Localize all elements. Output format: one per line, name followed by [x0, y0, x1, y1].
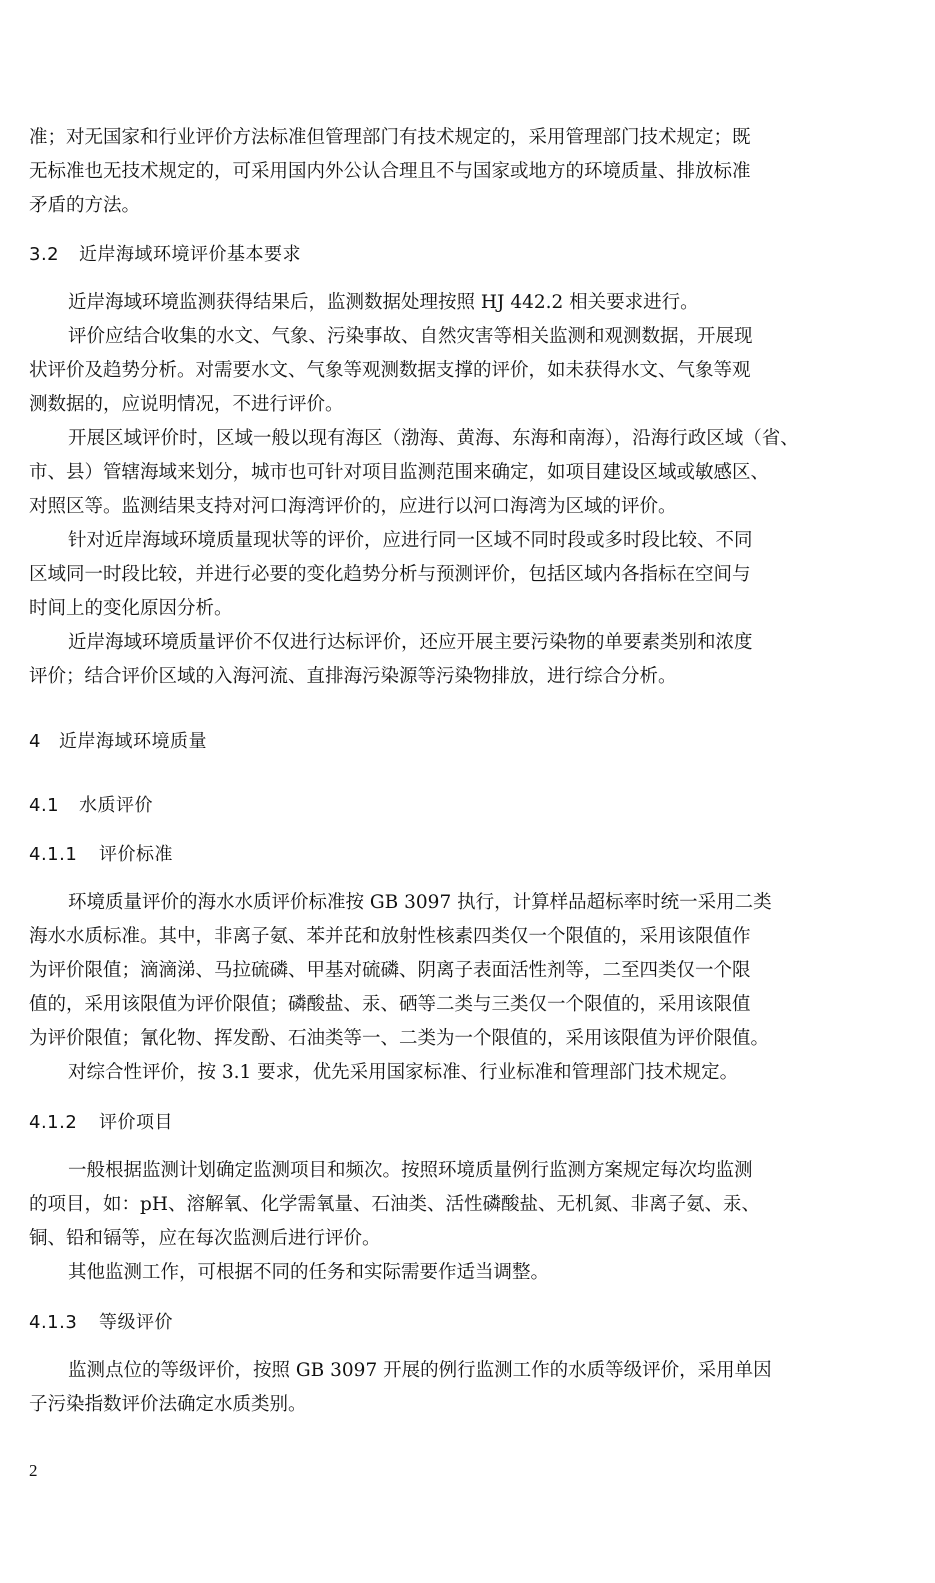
section-number: 4.1 — [29, 795, 60, 816]
paragraph-line: 状评价及趋势分析。对需要水文、气象等观测数据支撑的评价，如未获得水文、气象等观 — [29, 360, 751, 381]
paragraph-line: 评价应结合收集的水文、气象、污染事故、自然灾害等相关监测和观测数据，开展现 — [68, 326, 753, 347]
section-title: 水质评价 — [79, 795, 153, 816]
section-number: 4.1.3 — [29, 1312, 78, 1333]
paragraph-line: 准；对无国家和行业评价方法标准但管理部门有技术规定的，采用管理部门技术规定；既 — [29, 127, 751, 148]
section-title: 等级评价 — [99, 1312, 173, 1333]
section-title: 近岸海域环境质量 — [59, 731, 207, 752]
section-heading-4 — [29, 730, 207, 754]
section-title: 评价标准 — [99, 844, 173, 865]
paragraph-line: 对照区等。监测结果支持对河口海湾评价的，应进行以河口海湾为区域的评价。 — [29, 496, 677, 517]
paragraph-line: 时间上的变化原因分析。 — [29, 598, 233, 619]
paragraph-line: 的项目，如：pH、溶解氧、化学需氧量、石油类、活性磷酸盐、无机氮、非离子氨、汞、 — [29, 1194, 760, 1215]
paragraph-line: 近岸海域环境监测获得结果后，监测数据处理按照 HJ 442.2 相关要求进行。 — [68, 292, 699, 313]
page-number: 2 — [29, 1461, 38, 1480]
paragraph-line: 区域同一时段比较，并进行必要的变化趋势分析与预测评价，包括区域内各指标在空间与 — [29, 564, 751, 585]
paragraph-line: 环境质量评价的海水水质评价标准按 GB 3097 执行，计算样品超标率时统一采用二类 — [68, 892, 772, 913]
section-number: 4 — [29, 731, 41, 752]
paragraph-line: 无标准也无技术规定的，可采用国内外公认合理且不与国家或地方的环境质量、排放标准 — [29, 161, 751, 182]
paragraph-line: 测数据的，应说明情况，不进行评价。 — [29, 394, 344, 415]
paragraph-line: 值的，采用该限值为评价限值；磷酸盐、汞、硒等二类与三类仅一个限值的，采用该限值 — [29, 994, 751, 1015]
paragraph-line: 子污染指数评价法确定水质类别。 — [29, 1394, 307, 1415]
paragraph-line: 开展区域评价时，区域一般以现有海区（渤海、黄海、东海和南海），沿海行政区域（省、 — [68, 428, 799, 449]
section-number: 3.2 — [29, 244, 60, 265]
section-title: 评价项目 — [99, 1112, 173, 1133]
paragraph-line: 近岸海域环境质量评价不仅进行达标评价，还应开展主要污染物的单要素类别和浓度 — [68, 632, 753, 653]
section-heading-4-1 — [29, 794, 153, 818]
paragraph-line: 一般根据监测计划确定监测项目和频次。按照环境质量例行监测方案规定每次均监测 — [68, 1160, 753, 1181]
paragraph-line: 针对近岸海域环境质量现状等的评价，应进行同一区域不同时段或多时段比较、不同 — [68, 530, 753, 551]
paragraph-line: 评价；结合评价区域的入海河流、直排海污染源等污染物排放，进行综合分析。 — [29, 666, 677, 687]
section-heading-4-1-3 — [29, 1311, 173, 1335]
paragraph-line: 海水水质标准。其中，非离子氨、苯并芘和放射性核素四类仅一个限值的，采用该限值作 — [29, 926, 751, 947]
paragraph-line: 铜、铅和镉等，应在每次监测后进行评价。 — [29, 1228, 381, 1249]
section-heading-4-1-1 — [29, 843, 173, 867]
section-heading-3-2 — [29, 243, 301, 267]
section-number: 4.1.1 — [29, 844, 78, 865]
paragraph-line: 市、县）管辖海域来划分，城市也可针对项目监测范围来确定，如项目建设区域或敏感区、 — [29, 462, 770, 483]
paragraph-line: 监测点位的等级评价，按照 GB 3097 开展的例行监测工作的水质等级评价，采用单因 — [68, 1360, 772, 1381]
paragraph-line: 为评价限值；滴滴涕、马拉硫磷、甲基对硫磷、阴离子表面活性剂等，二至四类仅一个限 — [29, 960, 751, 981]
section-number: 4.1.2 — [29, 1112, 78, 1133]
paragraph-line: 为评价限值；氰化物、挥发酚、石油类等一、二类为一个限值的，采用该限值为评价限值。 — [29, 1028, 770, 1049]
section-title: 近岸海域环境评价基本要求 — [79, 244, 301, 265]
paragraph-line: 矛盾的方法。 — [29, 195, 141, 216]
paragraph-line: 其他监测工作，可根据不同的任务和实际需要作适当调整。 — [68, 1262, 550, 1283]
section-heading-4-1-2 — [29, 1111, 173, 1135]
paragraph-line: 对综合性评价，按 3.1 要求，优先采用国家标准、行业标准和管理部门技术规定。 — [68, 1062, 739, 1083]
